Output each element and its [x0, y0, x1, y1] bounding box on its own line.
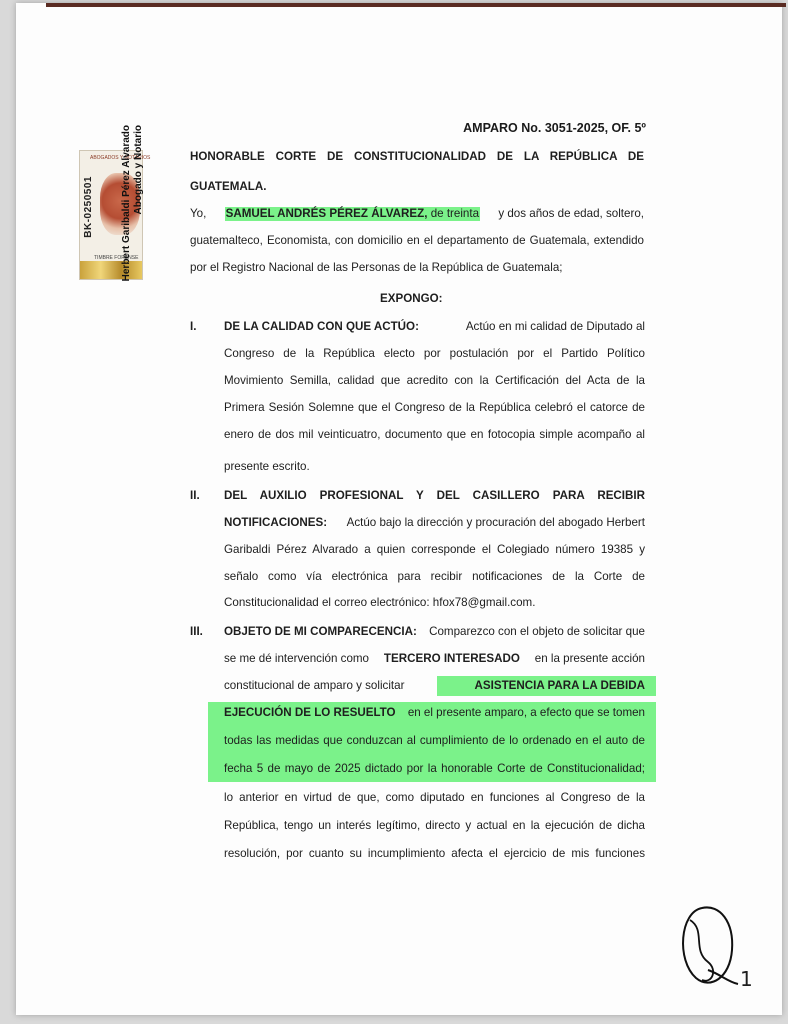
- section3-line9: resolución, por cuanto su incumplimiento afecta el ejercicio de mis funciones: [224, 847, 645, 860]
- intro-line2: guatemalteco, Economista, con domicilio en el departamento de Guatemala, extendido: [190, 234, 644, 247]
- case-number: AMPARO No. 3051-2025, OF. 5º: [463, 121, 646, 135]
- court-heading-line1: HONORABLE CORTE DE CONSTITUCIONALIDAD DE LA REPÚBLICA DE: [190, 150, 644, 163]
- stamp-footer: TIMBRE FORENSE: [94, 255, 139, 261]
- section3-line2-a: se me dé intervención como: [224, 652, 369, 665]
- intro-yo: Yo,: [190, 207, 207, 220]
- section3-line2: [224, 652, 645, 666]
- section1-text-1: Congreso de la República electo por postulación por el Partido Político: [224, 347, 645, 360]
- petitioner-name: SAMUEL ANDRÉS PÉREZ ÁLVAREZ,: [225, 207, 428, 220]
- top-border: [46, 3, 786, 7]
- section2-text-3: Constitucionalidad el correo electrónico: hfox78@gmail.com.: [224, 596, 536, 609]
- signature-name: Herbert Garibaldi Pérez Alvarado: [121, 125, 132, 282]
- third-party-label: TERCERO INTERESADO: [383, 652, 520, 665]
- section1-text-5: presente escrito.: [224, 460, 310, 473]
- section1-title: DE LA CALIDAD CON QUE ACTÚO:: [224, 320, 419, 333]
- expongo-heading: EXPONGO:: [380, 292, 443, 305]
- section1-text-3: Primera Sesión Solemne que el Congreso de la República celebró el catorce de: [224, 401, 645, 414]
- petitioner-age: de treinta: [430, 207, 480, 220]
- section3-line2-b: en la presente acción: [534, 652, 645, 665]
- section2-numeral: II.: [190, 489, 200, 502]
- section3-line1: [224, 625, 645, 639]
- section3-line1-rest: Comparezco con el objeto de solicitar que: [429, 625, 645, 638]
- page-number: 1: [740, 967, 753, 991]
- petitioner-highlight: [225, 207, 480, 221]
- intro-line1: [190, 207, 644, 221]
- section3-title: OBJETO DE MI COMPARECENCIA:: [224, 625, 417, 638]
- section2-text-1: Garibaldi Pérez Alvarado a quien corresponde el Colegiado número 19385 y: [224, 543, 645, 556]
- section3-numeral: III.: [190, 625, 203, 638]
- section3-line4-rest: en el presente amparo, a efecto que se tomen: [407, 706, 645, 719]
- execution-request: EJECUCIÓN DE LO RESUELTO: [224, 706, 396, 719]
- stamp-header: ABOGADOS Y NOTARIOS: [90, 155, 151, 161]
- court-heading-line2: GUATEMALA.: [190, 180, 267, 193]
- section3-line3-a: constitucional de amparo y solicitar: [224, 679, 405, 692]
- section2-title-line1: DEL AUXILIO PROFESIONAL Y DEL CASILLERO PARA RECIBIR: [224, 489, 645, 502]
- stamp-code: BK-0250501: [83, 176, 94, 238]
- section2-line2: [224, 516, 645, 530]
- section3-line6: fecha 5 de mayo de 2025 dictado por la honorable Corte de Constitucionalidad;: [224, 762, 645, 775]
- section3-line4: [224, 706, 645, 720]
- section1-numeral: I.: [190, 320, 197, 333]
- section3-line5: todas las medidas que conduzcan al cumplimiento de lo ordenado en el auto de: [224, 734, 645, 747]
- signature-title: Abogado y Notario: [133, 125, 144, 215]
- section2-title-line2: NOTIFICACIONES:: [224, 516, 328, 529]
- section1-text-2: Movimiento Semilla, calidad que acredito con la Certificación del Acta de la: [224, 374, 645, 387]
- section1-text-0: Actúo en mi calidad de Diputado al: [465, 320, 645, 333]
- section2-text-2: señalo como vía electrónica para recibir notificaciones de la Corte de: [224, 570, 645, 583]
- intro-line3: por el Registro Nacional de las Personas de la República de Guatemala;: [190, 261, 563, 274]
- assistance-request: ASISTENCIA PARA LA DEBIDA: [474, 679, 645, 692]
- intro-rest: y dos años de edad, soltero,: [498, 207, 644, 220]
- section1-text-4: enero de dos mil veinticuatro, documento que en fotocopia simple acompaño al: [224, 428, 645, 441]
- section2-text-0: Actúo bajo la dirección y procuración del abogado Herbert: [346, 516, 645, 529]
- section3-line3: [224, 679, 645, 693]
- stamp-hologram: [80, 261, 142, 279]
- section3-line7: lo anterior en virtud de que, como diputado en funciones al Congreso de la: [224, 791, 645, 804]
- section3-line8: República, tengo un interés legítimo, directo y actual en la ejecución de dicha: [224, 819, 645, 832]
- section1-line1: [224, 320, 645, 334]
